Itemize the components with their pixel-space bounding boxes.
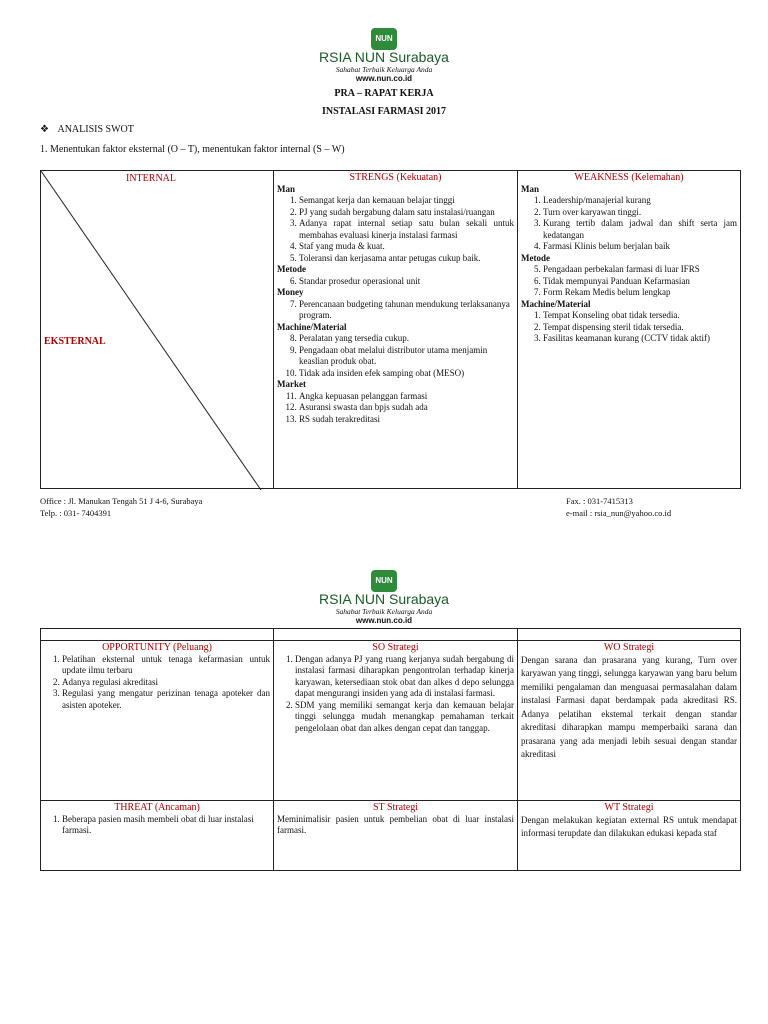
empty-cell [274, 629, 518, 641]
footer-telp: Telp. : 031- 7404391 [40, 508, 112, 518]
list-item: 1. Dengan adanya PJ yang ruang kerjanya sudah bergabung di instalasi farmasi diharapkan pengontrolan terhadap kinerja karyawan, ketersediaan stok obat dan alkes d depo selungga dapat mengurangi insiden yang ada di instalasi farmasi. [295, 654, 514, 700]
logo-website: www.nun.co.id [355, 616, 413, 625]
weakness-cell [518, 171, 741, 489]
list-item: 2. SDM yang memiliki semangat kerja dan kemauan belajar tinggi selungga mudah menangkap pemahaman terkait pengelolaan obat dan alkes dengan cepat dan tanggap. [295, 700, 514, 735]
st-cell [274, 801, 518, 871]
internal-external-cell [41, 171, 274, 489]
strengths-content [277, 184, 514, 426]
so-header: SO Strategi [372, 642, 419, 653]
doc-title: PRA – RAPAT KERJA [334, 88, 434, 99]
strengths-cell [274, 171, 518, 489]
logo-website: www.nun.co.id [355, 74, 413, 83]
weakness-section-title: Machine/Material [521, 298, 591, 309]
list-item: 7. Perencanaan budgeting tahunan mendukung terlaksananya program. [299, 299, 514, 322]
strengths-section-title: Money [277, 287, 304, 297]
threat-header: THREAT (Ancaman) [114, 802, 200, 813]
list-item: 9. Pengadaan obat melalui distributor utama menjamin keaslian produk obat. [299, 345, 514, 368]
logo-tagline: Sahabat Terbaik Keluarga Anda [335, 607, 433, 616]
list-item: 5. Toleransi dan kerjasama antar petugas cukup baik. [299, 253, 514, 265]
strengths-section-title: Market [277, 379, 306, 389]
list-item: 7. Form Rekam Medis belum lengkap [543, 287, 737, 299]
logo-name: RSIA NUN Surabaya [319, 591, 449, 607]
strengths-list [277, 299, 514, 322]
logo-name: RSIA NUN Surabaya [319, 49, 449, 65]
opportunity-list [44, 654, 270, 712]
so-list [277, 654, 514, 735]
list-item: 8. Peralatan yang tersedia cukup. [299, 333, 514, 345]
step-text: 1. Menentukan faktor eksternal (O – T), menentukan faktor internal (S – W) [40, 144, 345, 155]
footer-email: e-mail : rsia_nun@yahoo.co.id [566, 508, 672, 518]
wo-cell [518, 641, 741, 801]
logo [0, 28, 768, 83]
weakness-list [521, 195, 737, 253]
list-item: 1. Leadership/manajerial kurang [543, 195, 737, 207]
swot-table [40, 170, 741, 489]
st-header: ST Strategi [372, 802, 419, 813]
strengths-list [277, 333, 514, 379]
list-item: 1. Semangat kerja dan kemauan belajar tinggi [299, 195, 514, 207]
list-item: 5. Pengadaan perbekalan farmasi di luar IFRS [543, 264, 737, 276]
list-item: 13. RS sudah terakreditasi [299, 414, 514, 426]
wo-text: Dengan sarana dan prasarana yang kurang, Turn over karyawan yang tinggi, selungga karyawan yang baru belum memiliki pengalaman dan menguasai permasalahan dalam instalasi Farmasi dapat berdampak pada akreditasi RS. Adanya pelatihan ekstemal terkait dengan standar akreditasi diharapkan mampu memperbaiki sarana dan prasarana yang ada menjadi lebih sesuai dengan standar akreditasi [521, 654, 737, 759]
opportunity-header: OPPORTUNITY (Peluang) [102, 642, 212, 653]
list-item: 12. Asuransi swasta dan bpjs sudah ada [299, 402, 514, 414]
wt-text: Dengan melakukan kegiatan external RS untuk mendapat informasi terupdate dan dilakukan edukasi kepada staf [521, 814, 737, 838]
wo-header: WO Strategi [603, 642, 655, 653]
wt-header: WT Strategi [604, 802, 654, 813]
strengths-section-title: Metode [277, 264, 306, 274]
list-item: 4. Staf yang muda & kuat. [299, 241, 514, 253]
list-item: 1. Beberapa pasien masih membeli obat di luar instalasi farmasi. [62, 814, 270, 837]
st-text: Meminimalisir pasien untuk pembelian obat di luar instalasi farmasi. [277, 813, 514, 835]
list-item: 3. Adanya rapat internal setiap satu bulan sekali untuk membahas evaluasi kinerja instalasi farmasi [299, 218, 514, 241]
empty-cell [518, 629, 741, 641]
footer-fax: Fax. : 031-7415313 [566, 496, 633, 506]
weakness-section-title: Metode [521, 252, 550, 263]
list-item: 11. Angka kepuasan pelanggan farmasi [299, 391, 514, 403]
footer-office: Office : Jl. Manukan Tengah 51 J 4-6, Surabaya [40, 496, 203, 506]
doc-subtitle: INSTALASI FARMASI 2017 [321, 106, 447, 117]
list-item: 10. Tidak ada insiden efek samping obat (MESO) [299, 368, 514, 380]
so-cell [274, 641, 518, 801]
list-item: 3. Regulasi yang mengatur perizinan tenaga apoteker dan asisten apoteker. [62, 688, 270, 711]
weakness-header: WEAKNESS (Kelemahan) [574, 172, 684, 183]
strengths-header: STRENGS (Kekuatan) [349, 172, 442, 183]
strengths-list [277, 391, 514, 426]
analysis-heading [40, 124, 134, 135]
list-item: 3. Kurang tertib dalam jadwal dan shift serta jam kedatangan [543, 218, 737, 241]
diamond-bullet-icon: ❖ [40, 124, 49, 135]
list-item: 3. Fasilitas keamanan kurang (CCTV tidak aktif) [543, 333, 737, 345]
logo-icon: NUN [371, 570, 397, 592]
weakness-list [521, 264, 737, 299]
list-item: 6. Tidak mempunyai Panduan Kefarmasian [543, 276, 737, 288]
strategy-table [40, 628, 741, 871]
list-item: 4. Farmasi Klinis belum berjalan baik [543, 241, 737, 253]
list-item: 6. Standar prosedur operasional unit [299, 276, 514, 288]
threat-list [44, 814, 270, 837]
eksternal-label: EKSTERNAL [44, 336, 106, 347]
list-item: 2. Tempat dispensing steril tidak tersedia. [543, 322, 737, 334]
logo-icon: NUN [371, 28, 397, 50]
list-item: 2. Adanya regulasi akreditasi [62, 677, 270, 689]
logo-tagline: Sahabat Terbaik Keluarga Anda [335, 65, 433, 74]
list-item: 2. PJ yang sudah bergabung dalam satu instalasi/ruangan [299, 207, 514, 219]
list-item: 2. Turn over karyawan tinggi. [543, 207, 737, 219]
weakness-section-title: Man [521, 183, 539, 194]
list-item: 1. Tempat Konseling obat tidak tersedia. [543, 310, 737, 322]
internal-label: INTERNAL [126, 173, 176, 184]
empty-cell [41, 629, 274, 641]
logo [0, 570, 768, 625]
opportunity-cell [41, 641, 274, 801]
strengths-section-title: Man [277, 183, 295, 194]
list-item: 1. Pelatihan eksternal untuk tenaga kefarmasian untuk update ilmu terbaru [62, 654, 270, 677]
analysis-label: ANALISIS SWOT [57, 124, 134, 135]
wt-cell [518, 801, 741, 871]
strengths-list [277, 195, 514, 264]
threat-cell [41, 801, 274, 871]
strengths-list [277, 276, 514, 288]
strengths-section-title: Machine/Material [277, 321, 347, 332]
diagonal-line [41, 171, 274, 490]
weakness-list [521, 310, 737, 345]
